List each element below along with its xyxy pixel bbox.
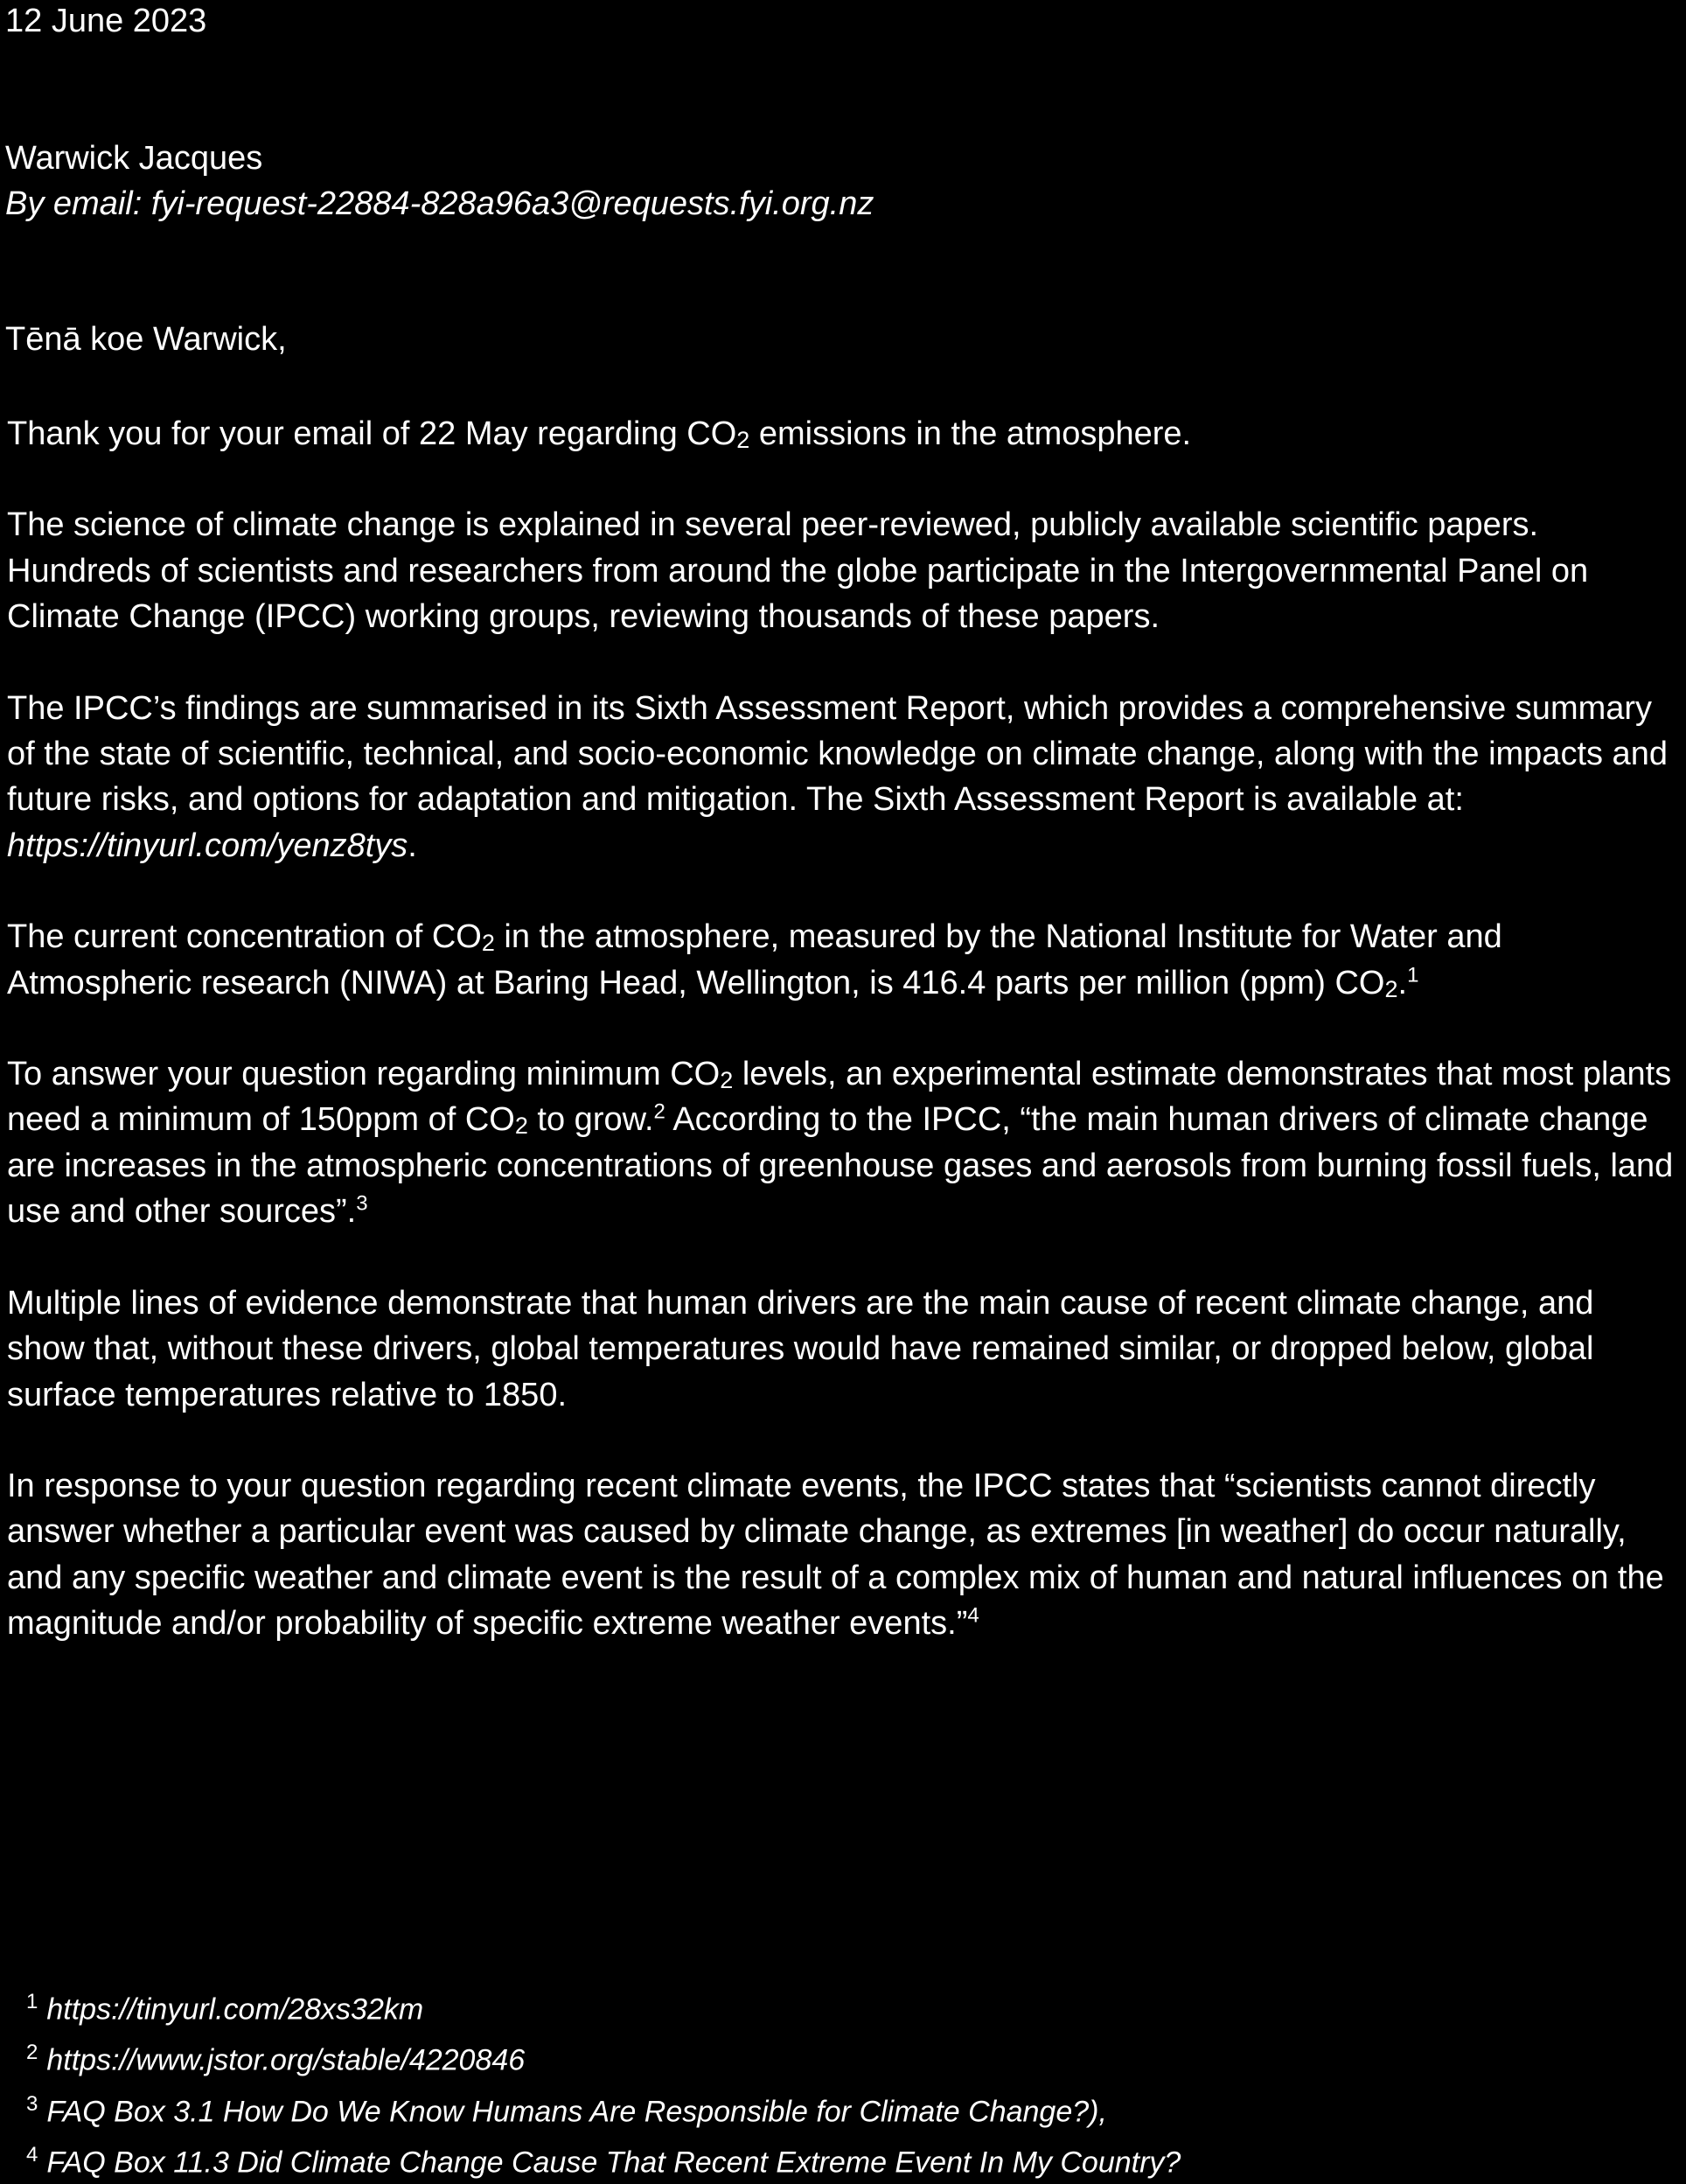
footnote-3: [26, 2083, 1181, 2133]
recipient-block: [5, 136, 874, 227]
footnote-2: [26, 2031, 1181, 2082]
paragraph-3: [7, 686, 1677, 869]
footnote-number: 4: [26, 2142, 38, 2167]
recipient-email-line: [5, 181, 874, 227]
p4-text-b: in the atmosphere, measured by the National Institute for Water and Atmospheric research (NIWA) at Baring Head, Wellington, is 416.4 parts per million (ppm) CO: [7, 918, 1502, 1001]
p5-text-c: to grow.: [527, 1101, 654, 1139]
p4-text-c: .: [1397, 964, 1408, 1001]
p3-end: .: [408, 827, 417, 864]
paragraph-2: The science of climate change is explained in several peer-reviewed, publicly available scientific papers. Hundreds of scientists and researchers from around the globe participate in the Intergovernmental Panel on Climate Change (IPCC) working groups, reviewing thousands of these papers.: [7, 506, 1589, 636]
footnote-number: 3: [26, 2091, 38, 2116]
p5-text-b: levels, an experimental estimate demonstrates that most plants need a minimum of 150ppm of CO: [7, 1056, 1672, 1139]
footnote-1: [26, 1980, 1181, 2031]
letter-body: [7, 411, 1677, 1647]
p1-sub: 2: [736, 427, 750, 453]
p5-sub-1: 2: [720, 1067, 734, 1094]
p4-sub-2: 2: [1384, 975, 1398, 1002]
paragraph-6: Multiple lines of evidence demonstrate that human drivers are the main cause of recent climate change, and show that, without these drivers, global temperatures would have remained similar, or dropped below, global surface temperatures relative to 1850.: [7, 1284, 1594, 1413]
footnote-1-link[interactable]: https://tinyurl.com/28xs32km: [46, 1992, 424, 2027]
footnote-4: [26, 2133, 1181, 2184]
footnote-ref-3: 3: [356, 1191, 368, 1216]
paragraph-5: [7, 1051, 1677, 1235]
recipient-email[interactable]: fyi-request-22884-828a96a3@requests.fyi.org.nz: [150, 185, 874, 222]
footnote-ref-1: 1: [1407, 963, 1419, 987]
letter-date: 12 June 2023: [5, 3, 207, 39]
footnote-ref-2: 2: [653, 1099, 665, 1124]
paragraph-7: [7, 1463, 1677, 1647]
p1-text-b: emissions in the atmosphere.: [749, 415, 1192, 452]
paragraph-1: [7, 411, 1677, 457]
footnote-ref-4: 4: [967, 1603, 979, 1628]
footnotes: [26, 1980, 1181, 2184]
p7-text: In response to your question regarding recent climate events, the IPCC states that “scientists cannot directly answer whether a particular event was caused by climate change, as extremes [in weather] do occur naturally, and any specific weather and climate event is the result of a complex mix of human and natural influences on the magnitude and/or probability of specific extreme weather events.”: [7, 1467, 1664, 1643]
p1-text-a: Thank you for your email of 22 May regarding CO: [7, 415, 737, 452]
p5-text-a: To answer your question regarding minimum CO: [7, 1056, 721, 1093]
footnote-number: 2: [26, 2041, 38, 2065]
email-prefix: By email:: [5, 185, 143, 222]
footnote-2-link[interactable]: https://www.jstor.org/stable/4220846: [46, 2043, 526, 2077]
paragraph-4: [7, 914, 1677, 1006]
recipient-name: Warwick Jacques: [5, 140, 263, 177]
footnote-4-text: FAQ Box 11.3 Did Climate Change Cause That Recent Extreme Event In My Country?: [46, 2146, 1181, 2180]
footnote-3-text: FAQ Box 3.1 How Do We Know Humans Are Responsible for Climate Change?),: [46, 2094, 1107, 2128]
p4-sub-1: 2: [481, 930, 495, 957]
p4-text-a: The current concentration of CO: [7, 918, 482, 956]
p5-text-d: According to the IPCC, “the main human drivers of climate change are increases in the atmospheric concentrations of greenhouse gases and aerosols from burning fossil fuels, land use and other sources”.: [7, 1101, 1674, 1231]
footnote-number: 1: [26, 1990, 38, 2013]
ar6-link[interactable]: https://tinyurl.com/yenz8tys: [7, 827, 408, 864]
p3-text: The IPCC’s findings are summarised in its Sixth Assessment Report, which provides a comprehensive summary of the state of scientific, technical, and socio-economic knowledge on climate change, along with the impacts and future risks, and options for adaptation and mitigation. The Sixth Assessment Report is available at:: [7, 689, 1668, 819]
p5-sub-2: 2: [514, 1113, 528, 1140]
greeting: Tēnā koe Warwick,: [5, 321, 287, 358]
